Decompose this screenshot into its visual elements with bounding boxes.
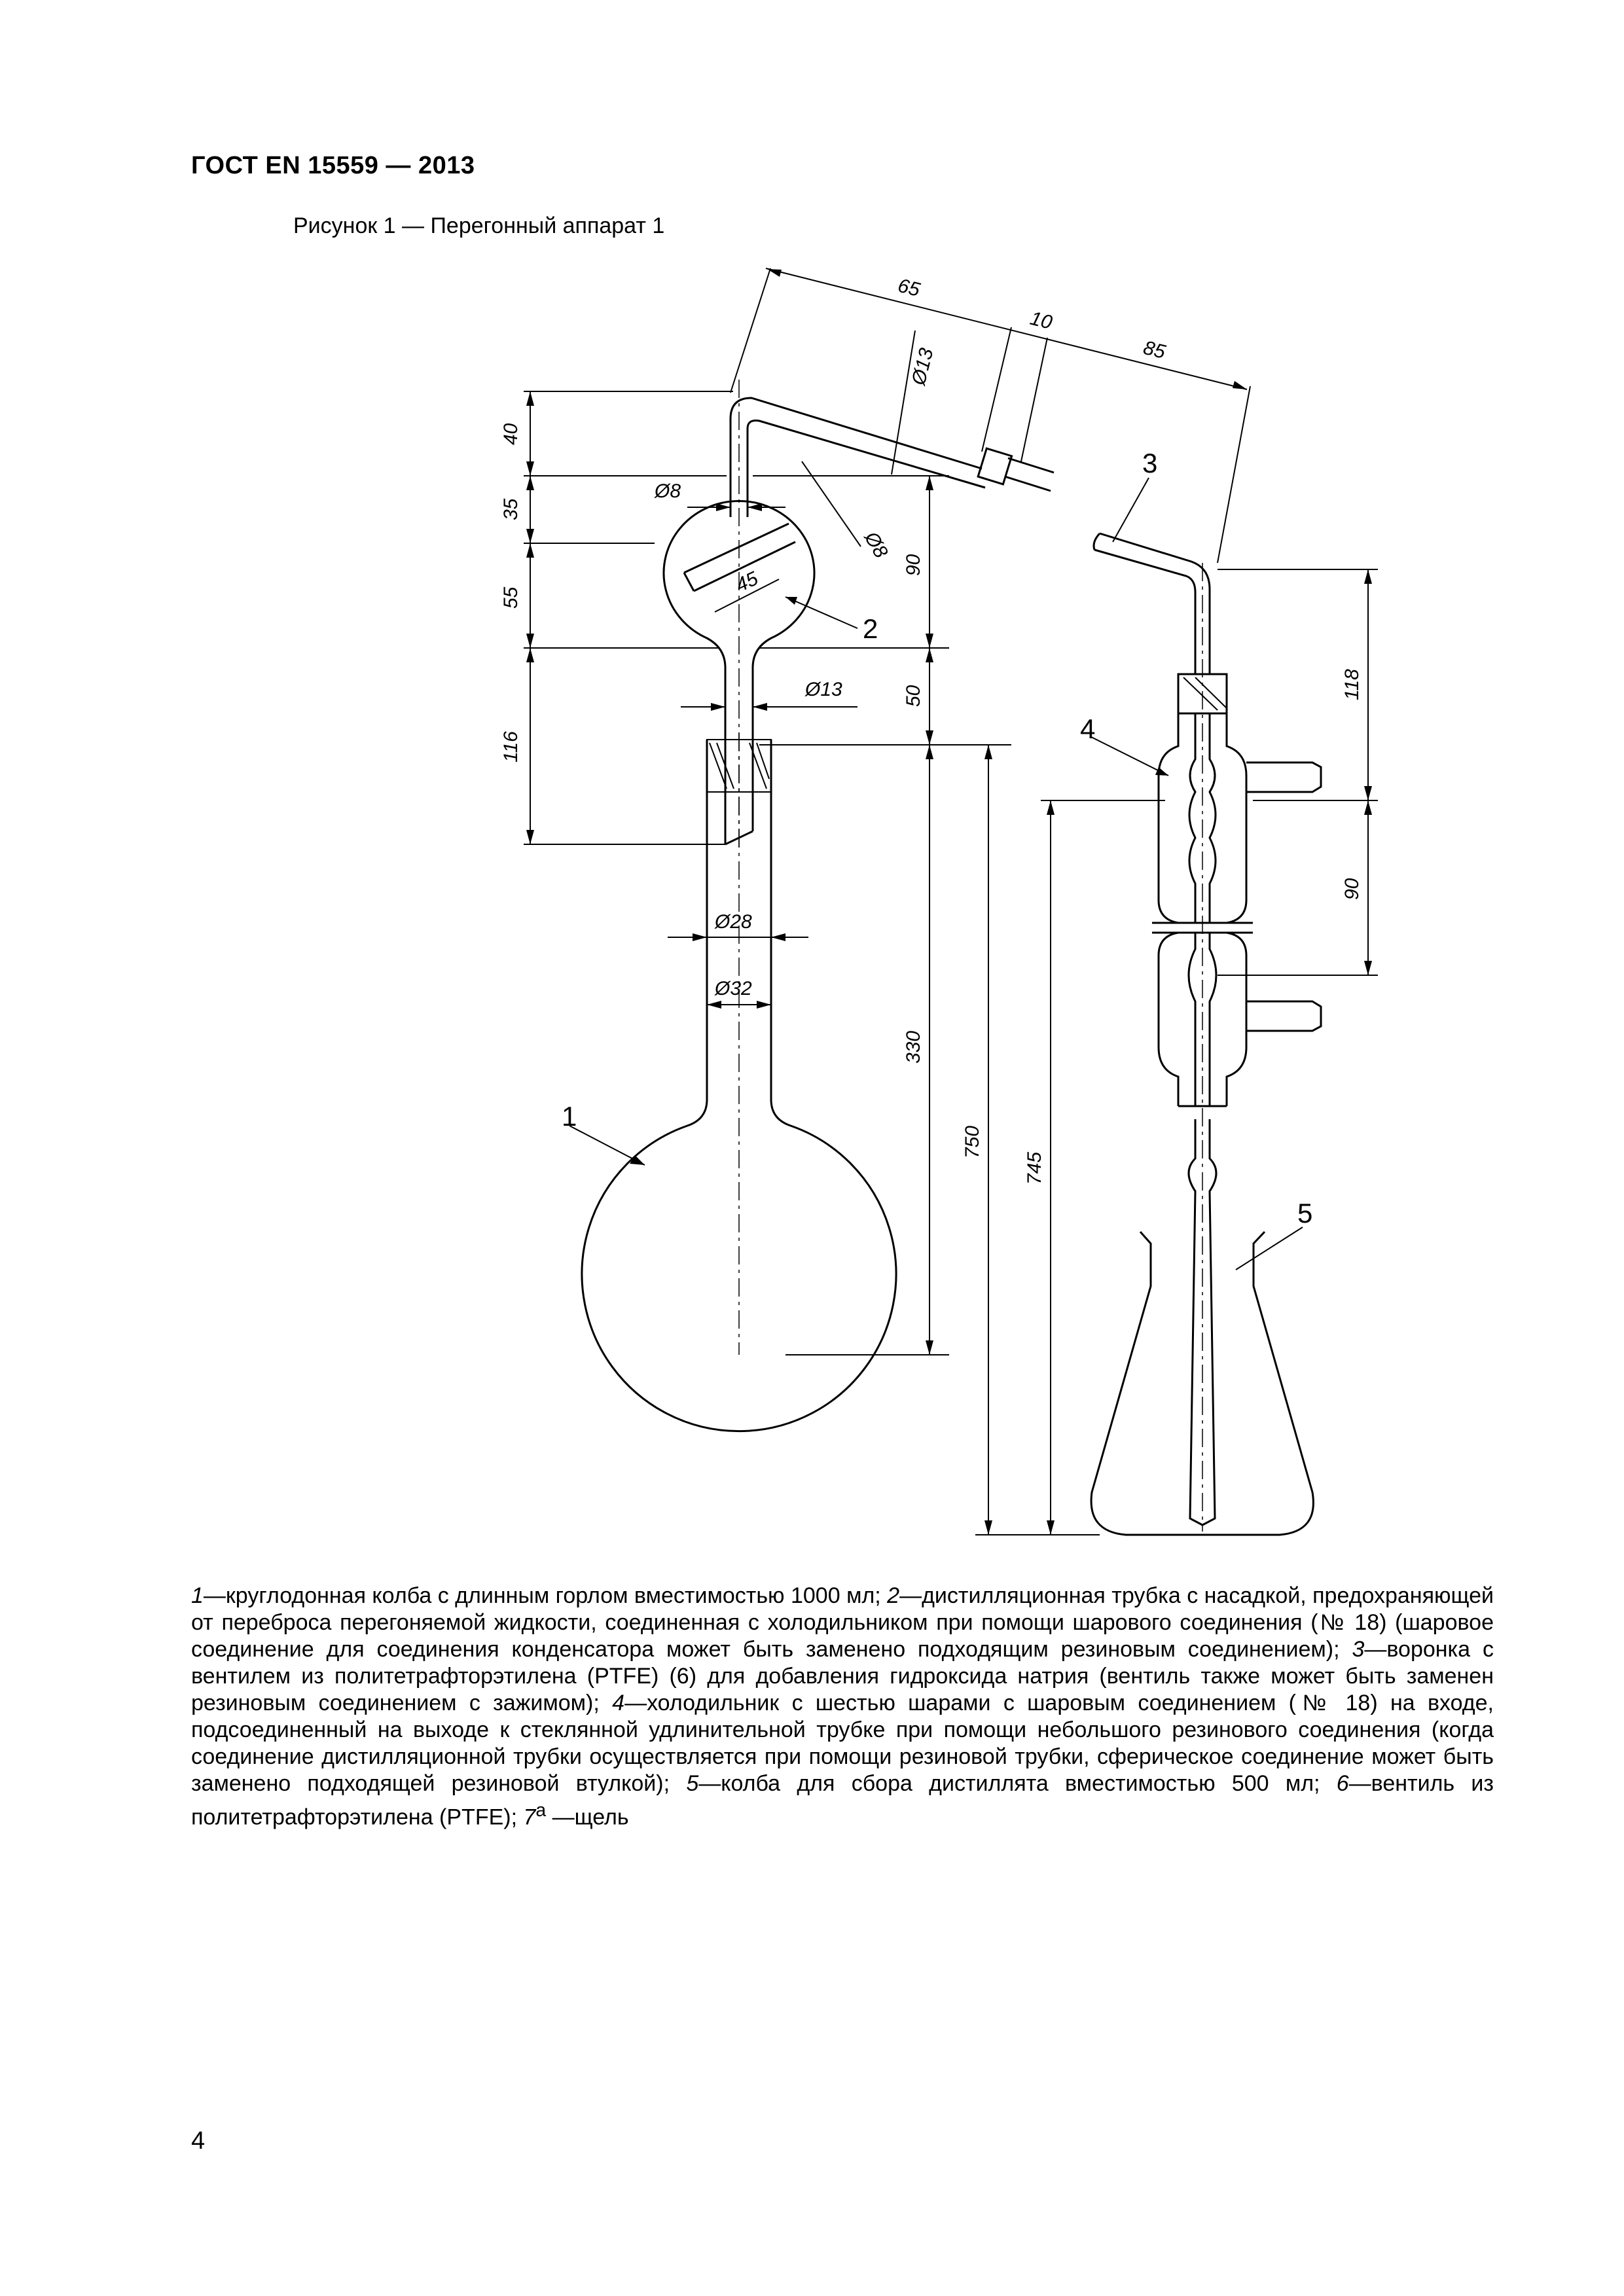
legend-item-1-text: —круглодонная колба с длинным горлом вместимостью 1000 мл;: [203, 1583, 888, 1608]
label-4: 4: [1080, 713, 1096, 744]
label-2: 2: [863, 613, 878, 644]
dim-phi8-left: Ø8: [655, 480, 681, 502]
dim-35: 35: [500, 498, 522, 520]
dim-40: 40: [500, 423, 522, 445]
dim-118: 118: [1341, 669, 1363, 700]
dim-745: 745: [1024, 1151, 1045, 1185]
legend-item-6-text: —вентиль из политетрафторэтилена (PTFE);: [191, 1771, 1494, 1830]
dim-90-left: 90: [903, 554, 924, 576]
label-5: 5: [1297, 1198, 1313, 1229]
figure-legend: [191, 1583, 1494, 1831]
legend-item-7-text: —щель: [546, 1804, 629, 1830]
legend-item-3-number: 3: [1352, 1637, 1365, 1662]
legend-item-5-text: —колба для сбора дистиллята вместимостью 500 мл;: [698, 1771, 1337, 1796]
legend-item-1-number: 1: [191, 1583, 204, 1608]
dim-65: 65: [895, 274, 922, 301]
legend-item-2-number: 2: [887, 1583, 900, 1608]
dim-phi32: Ø32: [715, 978, 752, 999]
dim-330: 330: [903, 1030, 924, 1064]
legend-item-6-number: 6: [1336, 1771, 1349, 1796]
dim-phi8-right: Ø8: [859, 528, 892, 562]
dim-55: 55: [500, 586, 522, 609]
dim-45: 45: [732, 567, 762, 597]
legend-item-7-superscript: a: [535, 1800, 547, 1821]
label-1: 1: [562, 1101, 577, 1132]
dim-50: 50: [903, 685, 924, 707]
dim-85: 85: [1141, 336, 1168, 363]
dim-90-right: 90: [1341, 878, 1363, 900]
legend-item-7-number: 7: [523, 1804, 536, 1830]
dim-phi13-mid: Ø13: [805, 679, 842, 700]
dim-phi13-top: Ø13: [907, 346, 938, 387]
distillation-tube: [664, 380, 1054, 851]
legend-item-4-number: 4: [612, 1691, 625, 1715]
document-header: ГОСТ EN 15559 — 2013: [191, 152, 475, 179]
condenser: [1094, 533, 1321, 1532]
page-number: 4: [191, 2127, 206, 2155]
legend-item-4-text: —холодильник с шестью шарами с шаровым соединением (№ 18) на входе, подсоединенный на выходе к стеклянной удлинительной трубке при помощи небольшого резинового соединения (когда соединение дистилляционной трубки осуществляется при помощи резиновой трубки, сферическое соединение может быть заменено подходящей резиновой втулкой);: [191, 1691, 1494, 1796]
dim-750: 750: [962, 1125, 983, 1158]
dim-phi28: Ø28: [715, 911, 752, 933]
legend-item-5-number: 5: [686, 1771, 699, 1796]
label-3: 3: [1142, 448, 1158, 478]
legend-item-3-text: —воронка с вентилем из политетрафторэтилена (PTFE) (6) для добавления гидроксида натрия (вентиль также может быть заменен резиновым соединением с зажимом);: [191, 1637, 1494, 1715]
dim-10: 10: [1028, 307, 1055, 334]
figure-caption: Рисунок 1 — Перегонный аппарат 1: [293, 213, 665, 238]
dim-116: 116: [500, 731, 522, 762]
legend-item-2-text: —дистилляционная трубка с насадкой, предохраняющей от переброса перегоняемой жидкости, соединенная с холодильником при помощи шарового соединения (№ 18) (шаровое соединение для соединения конденсатора может быть заменено подходящим резиновым соединением);: [191, 1583, 1494, 1662]
